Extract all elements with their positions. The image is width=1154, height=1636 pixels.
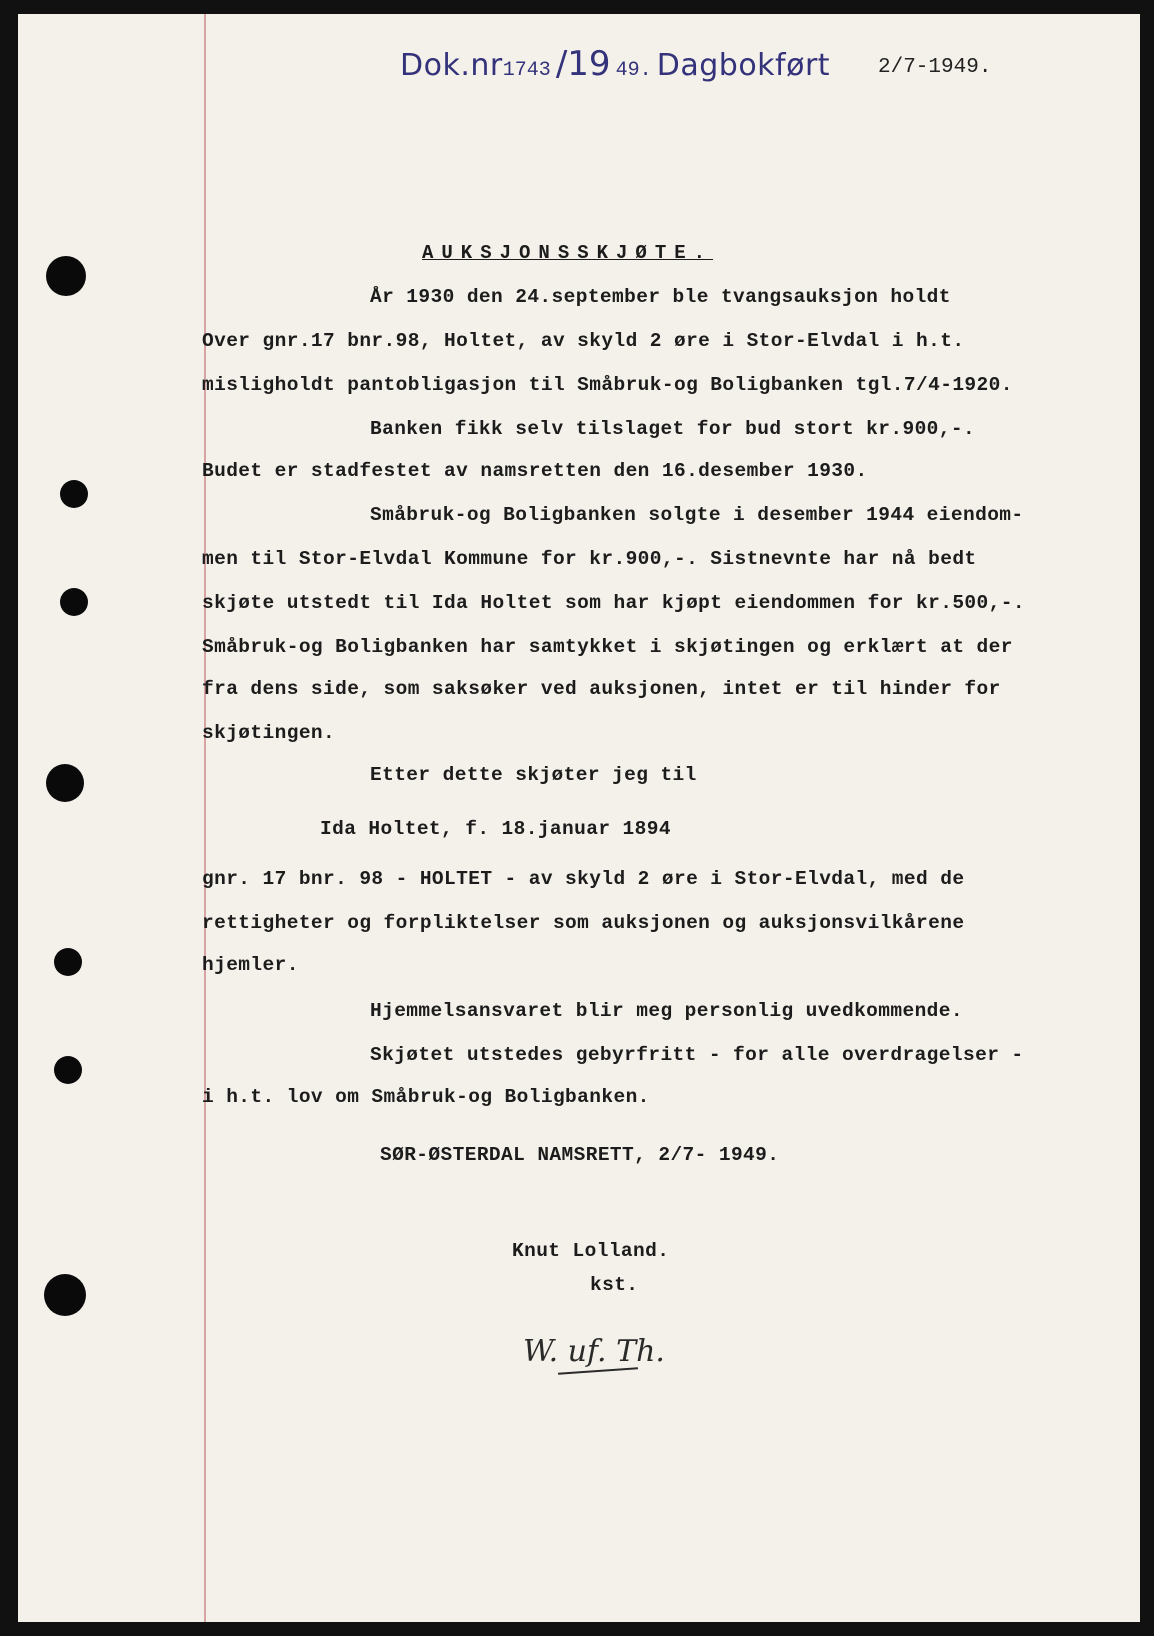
text-line: Skjøtet utstedes gebyrfritt - for alle overdragelser - [370, 1044, 1024, 1066]
stamp-label: Dagbokført [656, 48, 831, 83]
text-line: i h.t. lov om Småbruk-og Boligbanken. [202, 1086, 650, 1108]
punch-hole-1 [46, 256, 86, 296]
text-line: År 1930 den 24.september ble tvangsauksjon holdt [370, 286, 951, 308]
text-line: Ida Holtet, f. 18.januar 1894 [320, 818, 671, 840]
text-line: misligholdt pantobligasjon til Småbruk-og Boligbanken tgl.7/4-1920. [202, 374, 1013, 396]
stamp-number: 1743 [502, 59, 551, 82]
document-title: AUKSJONSSKJØTE. [422, 242, 714, 264]
handwritten-signature: W. uf. Th. [523, 1334, 665, 1369]
punch-hole-5 [54, 948, 82, 976]
margin-line [204, 14, 206, 1622]
text-line: gnr. 17 bnr. 98 - HOLTET - av skyld 2 øre i Stor-Elvdal, med de [202, 868, 965, 890]
punch-hole-2 [60, 480, 88, 508]
text-line: Over gnr.17 bnr.98, Holtet, av skyld 2 øre i Stor-Elvdal i h.t. [202, 330, 965, 352]
punch-hole-7 [44, 1274, 86, 1316]
text-line: rettigheter og forpliktelser som auksjonen og auksjonsvilkårene [202, 912, 965, 934]
registration-stamp [400, 44, 992, 84]
punch-hole-3 [60, 588, 88, 616]
text-line: Småbruk-og Boligbanken solgte i desember 1944 eiendom- [370, 504, 1024, 526]
text-line: hjemler. [202, 954, 299, 976]
court-signature-line: SØR-ØSTERDAL NAMSRETT, 2/7- 1949. [380, 1144, 780, 1166]
punch-hole-6 [54, 1056, 82, 1084]
stamp-prefix: Dok.nr [400, 48, 503, 83]
stamp-sep: /19 [555, 44, 611, 84]
punch-hole-4 [46, 764, 84, 802]
text-line: skjøtingen. [202, 722, 336, 744]
text-line: Banken fikk selv tilslaget for bud stort kr.900,-. [370, 418, 976, 440]
text-line: men til Stor-Elvdal Kommune for kr.900,-. Sistnevnte har nå bedt [202, 548, 977, 570]
text-line: Etter dette skjøter jeg til [370, 764, 697, 786]
text-line: Hjemmelsansvaret blir meg personlig uvedkommende. [370, 1000, 963, 1022]
signer-name: Knut Lolland. [512, 1240, 670, 1262]
stamp-date: 2/7-1949. [878, 56, 992, 79]
text-line: Budet er stadfestet av namsretten den 16.desember 1930. [202, 460, 868, 482]
signer-title: kst. [590, 1274, 639, 1296]
text-line: fra dens side, som saksøker ved auksjonen, intet er til hinder for [202, 678, 1001, 700]
text-line: Småbruk-og Boligbanken har samtykket i skjøtingen og erklært at der [202, 636, 1013, 658]
stamp-year: 49. [615, 59, 652, 82]
document-page [18, 14, 1140, 1622]
text-line: skjøte utstedt til Ida Holtet som har kjøpt eiendommen for kr.500,-. [202, 592, 1025, 614]
